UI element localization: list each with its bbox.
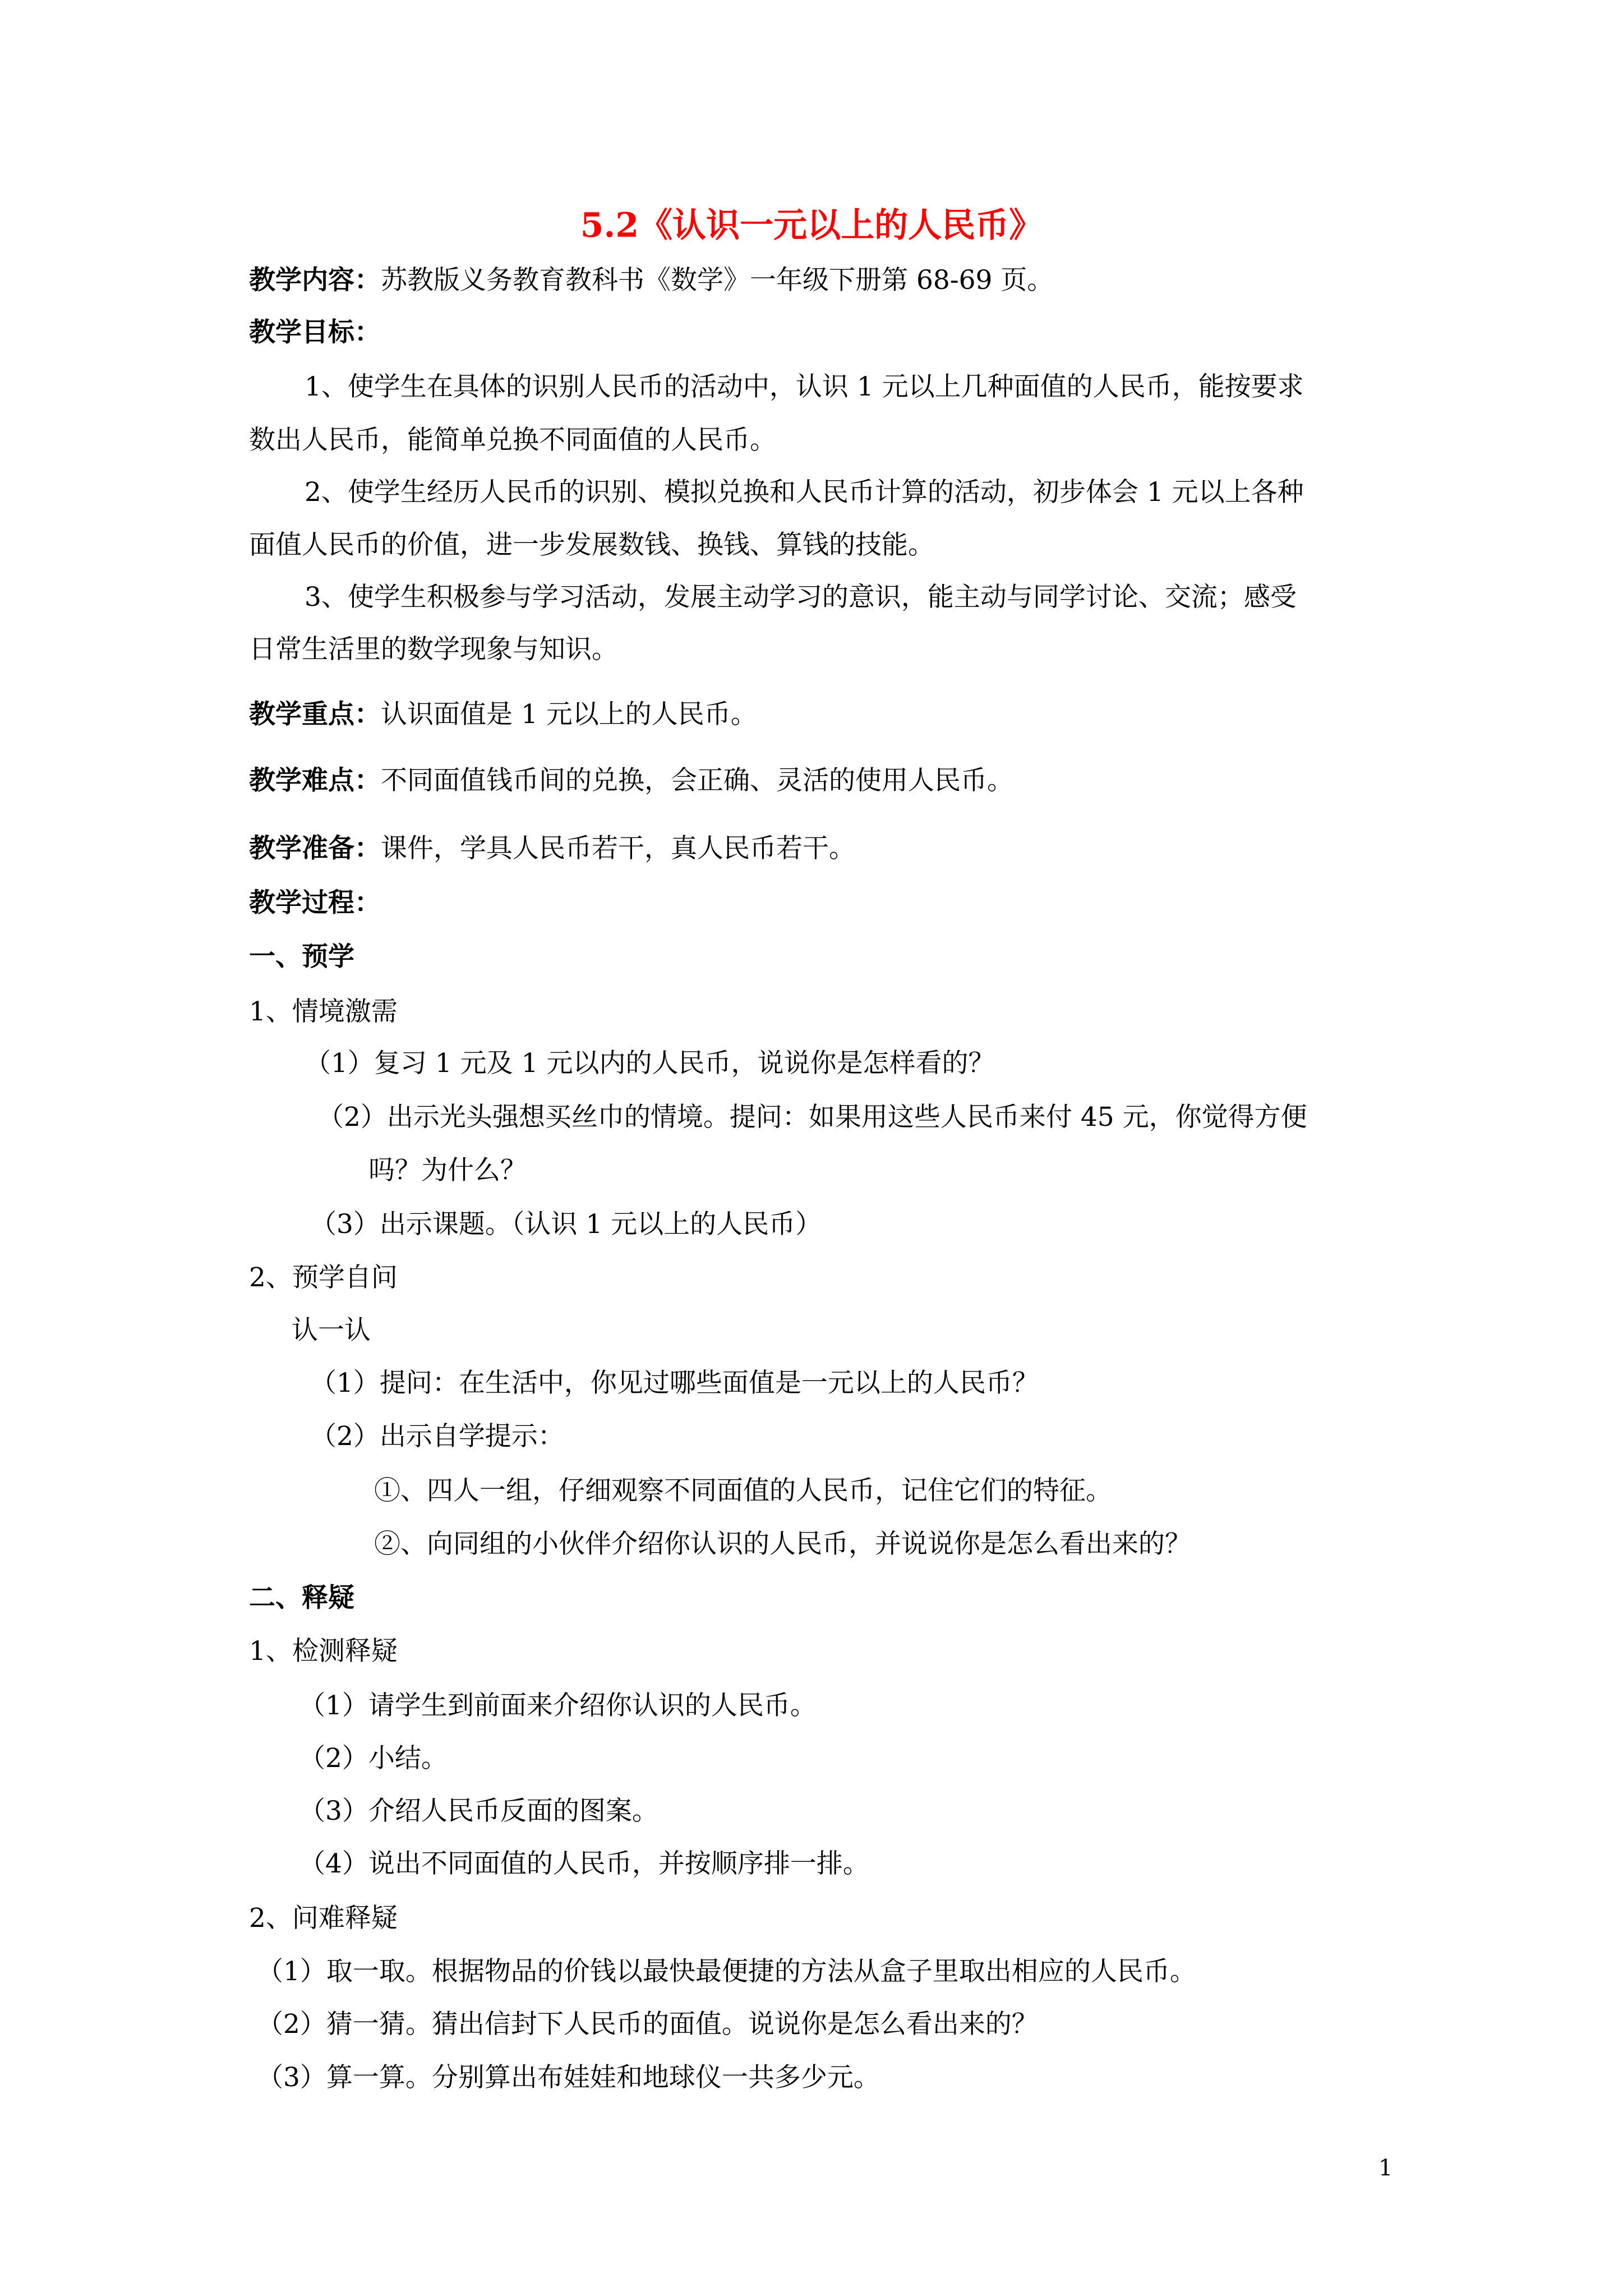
list-item: （1）提问：在生活中，你见过哪些面值是一元以上的人民币？ xyxy=(310,1368,1039,1398)
label: 教学重点： xyxy=(249,699,381,730)
list-item: 1、检测释疑 xyxy=(249,1636,398,1667)
list-item: （2）出示自学提示： xyxy=(310,1421,564,1452)
text: 不同面值钱币间的兑换，会正确、灵活的使用人民币。 xyxy=(381,765,1013,796)
page-number: 1 xyxy=(1378,2155,1393,2181)
list-item: （2）小结。 xyxy=(299,1743,448,1774)
list-item: 1、情境激需 xyxy=(249,996,398,1027)
list-item: （3）算一算。分别算出布娃娃和地球仪一共多少元。 xyxy=(257,2062,880,2093)
paragraph-line: 日常生活里的数学现象与知识。 xyxy=(249,634,618,665)
text: 苏教版义务教育教科书《数学》一年级下册第 68-69 页。 xyxy=(381,265,1054,296)
list-item: （1）复习 1 元及 1 元以内的人民币，说说你是怎样看的？ xyxy=(305,1048,995,1079)
document-title: 5.2《认识一元以上的人民币》 xyxy=(580,206,1043,245)
list-item: ①、四人一组，仔细观察不同面值的人民币，记住它们的特征。 xyxy=(374,1475,1112,1506)
list-item: （4）说出不同面值的人民币，并按顺序排一排。 xyxy=(299,1848,869,1879)
line-preparation xyxy=(249,832,855,866)
line-difficulty xyxy=(249,764,1013,798)
label: 教学难点： xyxy=(249,765,381,796)
list-item: （2）猜一猜。猜出信封下人民币的面值。说说你是怎么看出来的？ xyxy=(257,2009,1038,2040)
text: 认识面值是 1 元以上的人民币。 xyxy=(381,699,757,730)
section-heading-clarify: 二、释疑 xyxy=(249,1582,354,1613)
line-teaching-process: 教学过程： xyxy=(249,887,381,918)
list-item: 2、问难释疑 xyxy=(249,1903,398,1934)
line-key-point xyxy=(249,698,757,731)
line-teaching-goals: 教学目标： xyxy=(249,317,381,348)
list-item: （3）出示课题。（认识 1 元以上的人民币） xyxy=(310,1209,822,1240)
list-item: （1）取一取。根据物品的价钱以最快最便捷的方法从盒子里取出相应的人民币。 xyxy=(257,1956,1196,1987)
text: 课件，学具人民币若干，真人民币若干。 xyxy=(381,833,855,864)
section-heading-prestudy: 一、预学 xyxy=(249,941,354,972)
list-item: （1）请学生到前面来介绍你认识的人民币。 xyxy=(299,1690,817,1721)
list-item: 2、预学自问 xyxy=(249,1262,398,1293)
label: 教学内容： xyxy=(249,265,381,296)
paragraph-line: 1、使学生在具体的识别人民币的活动中，认识 1 元以上几种面值的人民币，能按要求 xyxy=(305,371,1304,402)
paragraph-line: 数出人民币，能简单兑换不同面值的人民币。 xyxy=(249,425,776,455)
paragraph-line: 面值人民币的价值，进一步发展数钱、换钱、算钱的技能。 xyxy=(249,530,934,560)
label: 教学准备： xyxy=(249,833,381,864)
list-item: ②、向同组的小伙伴介绍你认识的人民币，并说说你是怎么看出来的？ xyxy=(374,1529,1191,1559)
list-item: 认一认 xyxy=(292,1315,371,1346)
paragraph-line: 2、使学生经历人民币的识别、模拟兑换和人民币计算的活动，初步体会 1 元以上各种 xyxy=(305,477,1304,508)
list-item: （3）介绍人民币反面的图案。 xyxy=(299,1796,658,1826)
list-item: 吗？为什么？ xyxy=(368,1155,527,1186)
line-teaching-content xyxy=(249,264,1053,297)
paragraph-line: 3、使学生积极参与学习活动，发展主动学习的意识，能主动与同学讨论、交流；感受 xyxy=(305,582,1297,613)
list-item: （2）出示光头强想买丝巾的情境。提问：如果用这些人民币来付 45 元，你觉得方便 xyxy=(317,1102,1307,1133)
